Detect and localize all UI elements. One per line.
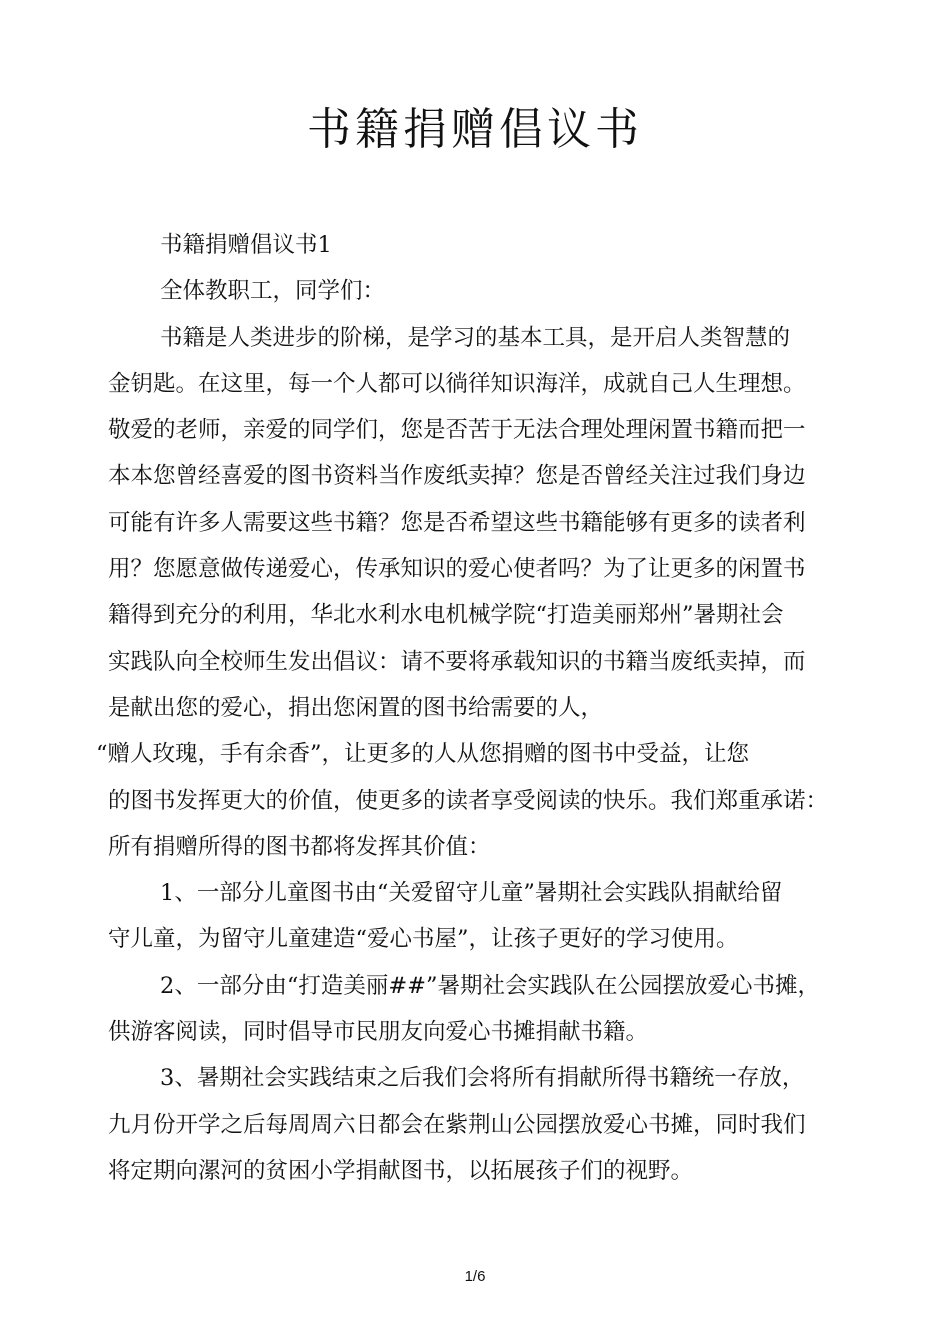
text-line: 籍得到充分的利用，华北水利水电机械学院“打造美丽郑州”暑期社会	[108, 602, 784, 629]
text-line: 供游客阅读，同时倡导市民朋友向爱心书摊捐献书籍。	[108, 1019, 649, 1046]
salutation-line: 全体教职工，同学们：	[160, 278, 386, 305]
text-line: 是献出您的爱心，捐出您闲置的图书给需要的人，	[108, 694, 604, 721]
text-line: 用？您愿意做传递爱心，传承知识的爱心使者吗？为了让更多的闲置书	[108, 556, 806, 583]
text-line: 敬爱的老师，亲爱的同学们，您是否苦于无法合理处理闲置书籍而把一	[108, 417, 806, 444]
text-line: 九月份开学之后每周周六日都会在紫荆山公园摆放爱心书摊，同时我们	[108, 1111, 806, 1138]
text-line: 2、一部分由“打造美丽##”暑期社会实践队在公园摆放爱心书摊，	[160, 972, 821, 999]
text-line: 实践队向全校师生发出倡议：请不要将承载知识的书籍当废纸卖掉，而	[108, 648, 806, 675]
text-line: 3、暑期社会实践结束之后我们会将所有捐献所得书籍统一存放，	[160, 1065, 805, 1092]
text-line: 金钥匙。在这里，每一个人都可以徜徉知识海洋，成就自己人生理想。	[108, 370, 806, 397]
page-number: 1/6	[464, 1268, 486, 1285]
text-line: “赠人玫瑰，手有余香”，让更多的人从您捐赠的图书中受益，让您	[96, 741, 750, 768]
document-body	[96, 222, 853, 1194]
text-line: 可能有许多人需要这些书籍？您是否希望这些书籍能够有更多的读者利	[108, 509, 806, 536]
document-title: 书籍捐赠倡议书	[307, 104, 643, 155]
text-line: 1、一部分儿童图书由“关爱留守儿童”暑期社会实践队捐献给留	[160, 880, 783, 907]
text-line: 书籍是人类进步的阶梯，是学习的基本工具，是开启人类智慧的	[160, 324, 791, 351]
subtitle-line: 书籍捐赠倡议书1	[160, 232, 332, 258]
text-line: 所有捐赠所得的图书都将发挥其价值：	[108, 833, 491, 860]
text-line: 的图书发挥更大的价值，使更多的读者享受阅读的快乐。我们郑重承诺：	[108, 787, 829, 814]
text-line: 守儿童，为留守儿童建造“爱心书屋”，让孩子更好的学习使用。	[108, 926, 739, 953]
text-line: 本本您曾经喜爱的图书资料当作废纸卖掉？您是否曾经关注过我们身边	[108, 463, 806, 490]
text-line: 将定期向漯河的贫困小学捐献图书，以拓展孩子们的视野。	[108, 1157, 694, 1184]
